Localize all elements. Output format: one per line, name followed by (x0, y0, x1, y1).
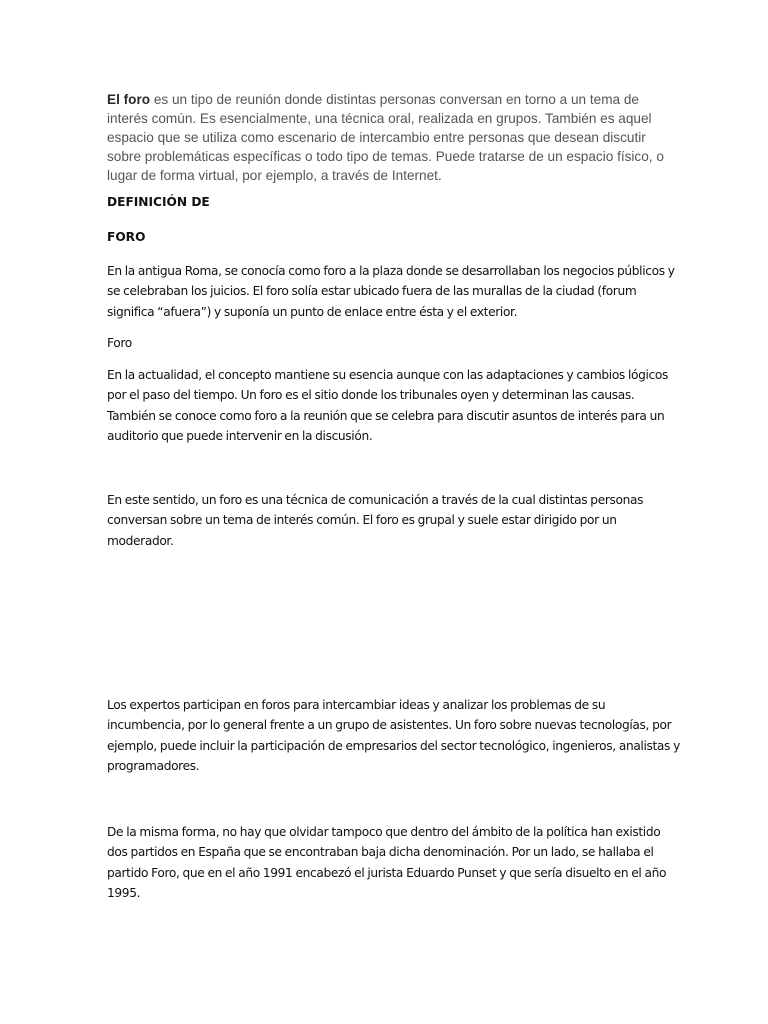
paragraph-expertos: Los expertos participan en foros para intercambiar ideas y analizar los problemas de su incumbencia, por lo general frente a un grupo de asistentes. Un foro sobre nuevas tecnologías, por ejemplo, puede incluir la participación de empresarios del sector tecnológico, ingenieros, analistas y programadores. (107, 698, 680, 773)
paragraph-foro-label: Foro (107, 336, 132, 350)
paragraph-actualidad: En la actualidad, el concepto mantiene su esencia aunque con las adaptaciones y cambios lógicos por el paso del tiempo. Un foro es el sitio donde los tribunales oyen y determinan las causas. También se conoce como foro a la reunión que se celebra para discutir asuntos de interés para un auditorio que puede intervenir en la discusión. (107, 368, 668, 443)
heading-foro: FORO (107, 230, 146, 244)
paragraph-este-sentido: En este sentido, un foro es una técnica de comunicación a través de la cual distintas personas conversan sobre un tema de interés común. El foro es grupal y suele estar dirigido por un moderador. (107, 493, 644, 548)
heading-definicion: DEFINICIÓN DE (107, 195, 210, 209)
paragraph-misma-forma: De la misma forma, no hay que olvidar tampoco que dentro del ámbito de la política han existido dos partidos en España que se encontraban baja dicha denominación. Por un lado, se hallaba el partido Foro, que en el año 1991 encabezó el jurista Eduardo Punset y que sería disuelto en el año 1995. (107, 825, 667, 900)
paragraph-antigua-roma: En la antigua Roma, se conocía como foro a la plaza donde se desarrollaban los negocios públicos y se celebraban los juicios. El foro solía estar ubicado fuera de las murallas de la ciudad (forum significa “afuera”) y suponía un punto de enlace entre ésta y el exterior. (107, 264, 675, 319)
intro-text: es un tipo de reunión donde distintas personas conversan en torno a un tema de interés común. Es esencialmente, una técnica oral, realizada en grupos. También es aquel espacio que se utiliza como escenario de intercambio entre personas que desean discutir sobre problemáticas específicas o todo tipo de temas. Puede tratarse de un espacio físico, o lugar de forma virtual, por ejemplo, a través de Internet. (107, 92, 664, 183)
intro-lead-term: El foro (107, 92, 151, 107)
intro-paragraph (107, 90, 667, 185)
